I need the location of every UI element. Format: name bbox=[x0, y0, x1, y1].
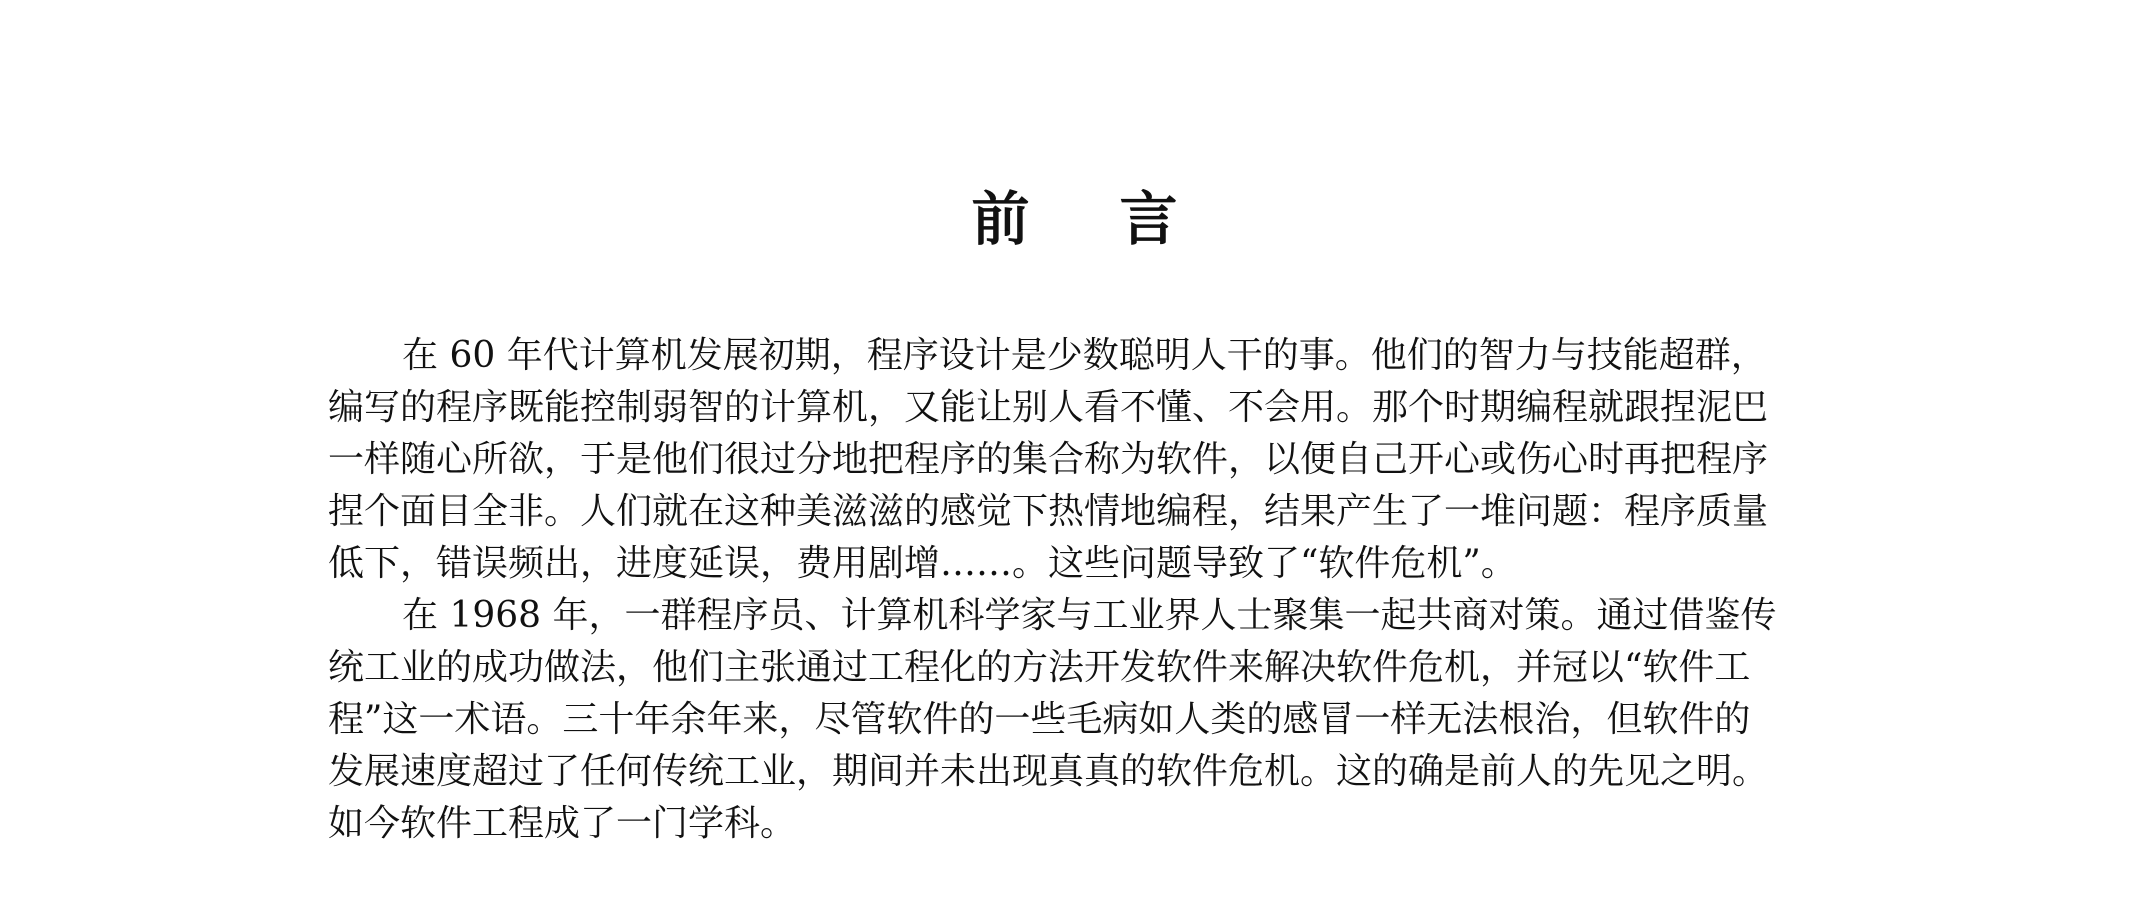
paragraph-1 bbox=[328, 330, 1848, 590]
paragraph-line: 发展速度超过了任何传统工业，期间并未出现真真的软件危机。这的确是前人的先见之明。 bbox=[328, 751, 1769, 792]
paragraph-line: 低下，错误频出，进度延误，费用剧增……。这些问题导致了“软件危机”。 bbox=[328, 543, 1517, 584]
paragraph-line: 如今软件工程成了一门学科。 bbox=[328, 803, 797, 844]
page-title bbox=[0, 184, 2149, 254]
paragraph-line: 在 1968 年，一群程序员、计算机科学家与工业界人士聚集一起共商对策。通过借鉴传 bbox=[402, 595, 1777, 636]
paragraph-line: 程”这一术语。三十年余年来，尽管软件的一些毛病如人类的感冒一样无法根治，但软件的 bbox=[328, 699, 1751, 740]
paragraph-line: 编写的程序既能控制弱智的计算机，又能让别人看不懂、不会用。那个时期编程就跟捏泥巴 bbox=[328, 387, 1769, 428]
paragraph-line: 统工业的成功做法，他们主张通过工程化的方法开发软件来解决软件危机，并冠以“软件工 bbox=[328, 647, 1751, 688]
title-char-second: 言 bbox=[1119, 185, 1178, 253]
paragraph-2 bbox=[328, 590, 1848, 850]
paragraph-line: 在 60 年代计算机发展初期，程序设计是少数聪明人干的事。他们的智力与技能超群， bbox=[402, 335, 1767, 376]
preface-body bbox=[328, 330, 1848, 850]
paragraph-line: 一样随心所欲，于是他们很过分地把程序的集合称为软件，以便自己开心或伤心时再把程序 bbox=[328, 439, 1769, 480]
paragraph-line: 捏个面目全非。人们就在这种美滋滋的感觉下热情地编程，结果产生了一堆问题：程序质量 bbox=[328, 491, 1769, 532]
title-char-first: 前 bbox=[971, 185, 1030, 253]
